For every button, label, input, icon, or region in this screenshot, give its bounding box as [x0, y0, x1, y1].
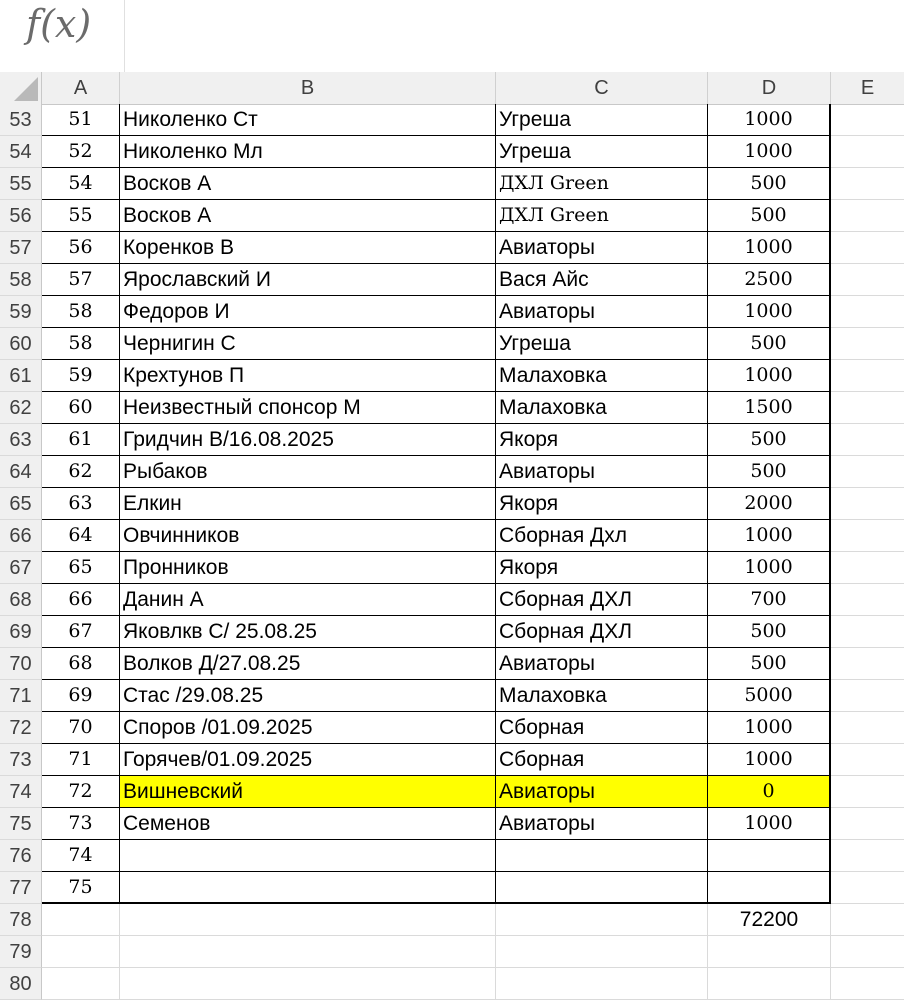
table-row	[0, 584, 904, 616]
cell-a[interactable]: 66	[42, 584, 120, 616]
row-header[interactable]: 70	[0, 648, 42, 680]
cell-d[interactable]	[708, 968, 831, 1000]
cell-d[interactable]	[708, 936, 831, 968]
cell-c[interactable]: ДХЛ Green	[496, 168, 708, 200]
table-row	[0, 264, 904, 296]
cell-b[interactable]: Рыбаков	[120, 456, 496, 488]
cell-d[interactable]: 500	[708, 424, 831, 456]
cell-c[interactable]: Малаховка	[496, 360, 708, 392]
row-header[interactable]: 53	[0, 104, 42, 136]
cell-e[interactable]	[831, 776, 904, 808]
cell-e[interactable]	[831, 168, 904, 200]
cell-c[interactable]: ДХЛ Green	[496, 200, 708, 232]
cell-d[interactable]: 500	[708, 168, 831, 200]
cell-b[interactable]: Неизвестный спонсор М	[120, 392, 496, 424]
cell-d[interactable]	[708, 840, 831, 872]
cell-c[interactable]: Малаховка	[496, 680, 708, 712]
cell-c[interactable]: Якоря	[496, 552, 708, 584]
cell-d[interactable]: 1000	[708, 552, 831, 584]
cell-e[interactable]	[831, 648, 904, 680]
table-row	[0, 808, 904, 840]
cell-a[interactable]: 54	[42, 168, 120, 200]
cell-c[interactable]: Якоря	[496, 488, 708, 520]
cell-c[interactable]: Угреша	[496, 104, 708, 136]
table-row	[0, 872, 904, 904]
cell-d[interactable]: 1000	[708, 136, 831, 168]
cell-b[interactable]: Крехтунов П	[120, 360, 496, 392]
cell-a[interactable]: 58	[42, 328, 120, 360]
cell-e[interactable]	[831, 488, 904, 520]
cell-a[interactable]: 62	[42, 456, 120, 488]
table-row	[0, 328, 904, 360]
cell-d[interactable]	[708, 872, 831, 904]
row-header[interactable]: 54	[0, 136, 42, 168]
cell-b[interactable]: Федоров И	[120, 296, 496, 328]
cell-a[interactable]: 75	[42, 872, 120, 904]
cell-d[interactable]: 1000	[708, 232, 831, 264]
row-header[interactable]: 75	[0, 808, 42, 840]
cell-d[interactable]: 1000	[708, 296, 831, 328]
cell-a[interactable]: 67	[42, 616, 120, 648]
fx-icon: f(x)	[26, 2, 92, 46]
cell-a[interactable]: 52	[42, 136, 120, 168]
cell-d[interactable]: 500	[708, 616, 831, 648]
table-row	[0, 360, 904, 392]
cell-b[interactable]: Вишневский	[120, 776, 496, 808]
cell-a[interactable]: 72	[42, 776, 120, 808]
cell-a[interactable]: 57	[42, 264, 120, 296]
select-all-icon	[14, 77, 38, 101]
cell-c[interactable]: Сборная ДХЛ	[496, 584, 708, 616]
cell-c[interactable]: Авиаторы	[496, 648, 708, 680]
cell-a[interactable]: 56	[42, 232, 120, 264]
cell-d[interactable]: 500	[708, 200, 831, 232]
cell-e[interactable]	[831, 680, 904, 712]
cell-b[interactable]: Пронников	[120, 552, 496, 584]
table-row	[0, 424, 904, 456]
cell-c[interactable]: Авиаторы	[496, 808, 708, 840]
cell-e[interactable]	[831, 264, 904, 296]
row-header[interactable]: 72	[0, 712, 42, 744]
table-row	[0, 200, 904, 232]
table-row	[0, 616, 904, 648]
row-header[interactable]: 71	[0, 680, 42, 712]
cell-e[interactable]	[831, 424, 904, 456]
row-header[interactable]: 77	[0, 872, 42, 904]
cell-b[interactable]: Данин А	[120, 584, 496, 616]
table-row	[0, 680, 904, 712]
cell-e[interactable]	[831, 616, 904, 648]
cell-a[interactable]: 59	[42, 360, 120, 392]
cell-d[interactable]: 2000	[708, 488, 831, 520]
column-header-bar	[0, 72, 904, 105]
row-header[interactable]: 57	[0, 232, 42, 264]
cell-d[interactable]: 1000	[708, 712, 831, 744]
cell-b[interactable]	[120, 872, 496, 904]
row-header[interactable]: 74	[0, 776, 42, 808]
cell-b[interactable]: Чернигин С	[120, 328, 496, 360]
row-header[interactable]: 68	[0, 584, 42, 616]
cell-c[interactable]: Авиаторы	[496, 776, 708, 808]
table-row	[0, 648, 904, 680]
formula-input[interactable]	[125, 0, 904, 72]
table-row	[0, 904, 904, 936]
cell-d[interactable]: 500	[708, 456, 831, 488]
cell-e[interactable]	[831, 104, 904, 136]
cell-e[interactable]	[831, 968, 904, 1000]
cell-c[interactable]: Авиаторы	[496, 456, 708, 488]
cell-c[interactable]: Угреша	[496, 328, 708, 360]
cell-b[interactable]: Гридчин В/16.08.2025	[120, 424, 496, 456]
formula-bar	[0, 0, 904, 73]
cell-b[interactable]: Семенов	[120, 808, 496, 840]
column-header-d[interactable]: D	[708, 72, 831, 104]
cell-a[interactable]	[42, 904, 120, 936]
cell-c[interactable]: Угреша	[496, 136, 708, 168]
cell-d[interactable]: 1500	[708, 392, 831, 424]
cell-a[interactable]: 68	[42, 648, 120, 680]
cell-a[interactable]: 58	[42, 296, 120, 328]
cell-b[interactable]: Горячев/01.09.2025	[120, 744, 496, 776]
row-header[interactable]: 63	[0, 424, 42, 456]
table-row	[0, 712, 904, 744]
cell-a[interactable]: 70	[42, 712, 120, 744]
row-header[interactable]: 60	[0, 328, 42, 360]
cell-c[interactable]	[496, 872, 708, 904]
cell-e[interactable]	[831, 872, 904, 904]
table-row	[0, 488, 904, 520]
cell-a[interactable]: 69	[42, 680, 120, 712]
cell-d[interactable]: 5000	[708, 680, 831, 712]
row-header[interactable]: 64	[0, 456, 42, 488]
cell-e[interactable]	[831, 136, 904, 168]
table-row	[0, 776, 904, 808]
cell-e[interactable]	[831, 296, 904, 328]
row-header[interactable]: 73	[0, 744, 42, 776]
cell-c[interactable]	[496, 968, 708, 1000]
cell-a[interactable]: 71	[42, 744, 120, 776]
cell-c[interactable]	[496, 840, 708, 872]
cell-d[interactable]: 700	[708, 584, 831, 616]
cell-c[interactable]: Малаховка	[496, 392, 708, 424]
row-header[interactable]: 67	[0, 552, 42, 584]
column-header-a[interactable]: A	[42, 72, 120, 104]
cell-d[interactable]: 72200	[708, 904, 831, 936]
cell-d[interactable]: 1000	[708, 104, 831, 136]
cell-c[interactable]: Сборная	[496, 744, 708, 776]
cell-d[interactable]: 1000	[708, 520, 831, 552]
column-header-e[interactable]: E	[860, 77, 875, 99]
cell-b[interactable]: Елкин	[120, 488, 496, 520]
cell-b[interactable]: Восков А	[120, 200, 496, 232]
row-header[interactable]: 69	[0, 616, 42, 648]
cell-b[interactable]: Яковлкв С/ 25.08.25	[120, 616, 496, 648]
row-header[interactable]: 59	[0, 296, 42, 328]
cell-a[interactable]: 74	[42, 840, 120, 872]
cell-e[interactable]	[831, 392, 904, 424]
table-row	[0, 232, 904, 264]
cell-b[interactable]	[120, 904, 496, 936]
cell-b[interactable]: Волков Д/27.08.25	[120, 648, 496, 680]
cell-d[interactable]: 1000	[708, 360, 831, 392]
cell-b[interactable]	[120, 840, 496, 872]
row-header[interactable]: 66	[0, 520, 42, 552]
row-header[interactable]: 78	[0, 904, 42, 936]
cell-b[interactable]	[120, 936, 496, 968]
cell-a[interactable]	[42, 936, 120, 968]
cell-c[interactable]: Вася Айс	[496, 264, 708, 296]
table-row	[0, 552, 904, 584]
cell-e[interactable]	[831, 360, 904, 392]
cell-a[interactable]: 61	[42, 424, 120, 456]
table-row	[0, 392, 904, 424]
cell-b[interactable]: Николенко Ст	[120, 104, 496, 136]
cell-a[interactable]	[42, 968, 120, 1000]
row-header[interactable]: 80	[0, 968, 42, 1000]
cell-b[interactable]: Ярославский И	[120, 264, 496, 296]
cell-e[interactable]	[831, 808, 904, 840]
column-header-c[interactable]: C	[496, 72, 708, 104]
cell-a[interactable]: 55	[42, 200, 120, 232]
cell-c[interactable]: Авиаторы	[496, 296, 708, 328]
cell-a[interactable]: 51	[42, 104, 120, 136]
table-row	[0, 296, 904, 328]
table-row	[0, 520, 904, 552]
table-row	[0, 968, 904, 1000]
cell-c[interactable]	[496, 904, 708, 936]
cell-e[interactable]	[831, 552, 904, 584]
cell-e[interactable]	[831, 712, 904, 744]
column-header-b[interactable]: B	[120, 72, 496, 104]
table-row	[0, 104, 904, 136]
cell-a[interactable]: 60	[42, 392, 120, 424]
cell-d[interactable]: 1000	[708, 744, 831, 776]
cell-a[interactable]: 73	[42, 808, 120, 840]
table-row	[0, 744, 904, 776]
cell-b[interactable]: Восков А	[120, 168, 496, 200]
cell-e[interactable]	[831, 456, 904, 488]
row-header[interactable]: 76	[0, 840, 42, 872]
cell-e[interactable]	[831, 936, 904, 968]
cell-e[interactable]	[831, 200, 904, 232]
cell-e[interactable]	[831, 520, 904, 552]
function-button[interactable]	[0, 0, 125, 72]
row-header[interactable]: 65	[0, 488, 42, 520]
cell-e[interactable]	[831, 744, 904, 776]
cell-b[interactable]	[120, 968, 496, 1000]
cell-a[interactable]: 64	[42, 520, 120, 552]
cell-e[interactable]	[831, 904, 904, 936]
cell-c[interactable]	[496, 936, 708, 968]
cell-d[interactable]: 1000	[708, 808, 831, 840]
cell-e[interactable]	[831, 328, 904, 360]
cell-c[interactable]: Сборная	[496, 712, 708, 744]
row-header[interactable]: 79	[0, 936, 42, 968]
cell-b[interactable]: Споров /01.09.2025	[120, 712, 496, 744]
cell-c[interactable]: Сборная ДХЛ	[496, 616, 708, 648]
cell-b[interactable]: Николенко Мл	[120, 136, 496, 168]
cell-e[interactable]	[831, 840, 904, 872]
table-row	[0, 840, 904, 872]
row-header[interactable]: 62	[0, 392, 42, 424]
cell-d[interactable]: 0	[708, 776, 831, 808]
table-row	[0, 936, 904, 968]
row-header[interactable]: 61	[0, 360, 42, 392]
cell-c[interactable]: Сборная Дхл	[496, 520, 708, 552]
cell-b[interactable]: Овчинников	[120, 520, 496, 552]
cell-d[interactable]: 500	[708, 328, 831, 360]
cell-b[interactable]: Коренков В	[120, 232, 496, 264]
row-header[interactable]: 56	[0, 200, 42, 232]
cell-d[interactable]: 2500	[708, 264, 831, 296]
table-row	[0, 456, 904, 488]
row-header[interactable]: 58	[0, 264, 42, 296]
cell-a[interactable]: 65	[42, 552, 120, 584]
cell-e[interactable]	[831, 584, 904, 616]
cell-c[interactable]: Якоря	[496, 424, 708, 456]
row-header[interactable]: 55	[0, 168, 42, 200]
cell-b[interactable]: Стас /29.08.25	[120, 680, 496, 712]
cell-a[interactable]: 63	[42, 488, 120, 520]
table-row	[0, 136, 904, 168]
cell-d[interactable]: 500	[708, 648, 831, 680]
table-row	[0, 168, 904, 200]
cell-e[interactable]	[831, 232, 904, 264]
select-all-button[interactable]	[0, 72, 42, 104]
cell-c[interactable]: Авиаторы	[496, 232, 708, 264]
